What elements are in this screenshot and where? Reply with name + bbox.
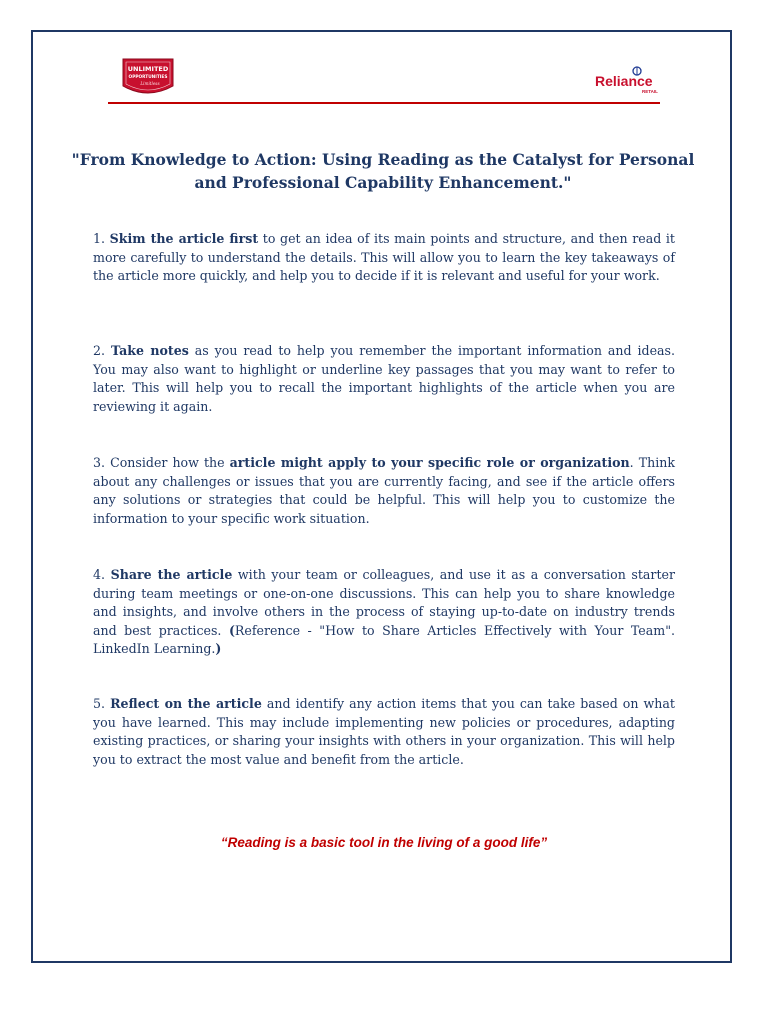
section-text: to get an idea of its main points and structure, and then read it more carefully to understand the details. This will allow you to learn the key takeaways of the article more quickly, and help you to decide if it is relevant and useful for your work. bbox=[93, 231, 675, 284]
reference-text: Reference - "How to Share Articles Effectively with Your Team". LinkedIn Learning. bbox=[93, 622, 675, 657]
section-heading: Reflect on the article bbox=[110, 696, 262, 711]
section-number: 3. bbox=[93, 455, 106, 470]
reference-open-paren: ( bbox=[228, 622, 235, 638]
section-1 bbox=[93, 230, 675, 286]
badge-line-2: OPPORTUNITIES bbox=[128, 75, 168, 80]
section-number: 4. bbox=[93, 567, 106, 582]
reliance-logo-icon bbox=[594, 66, 660, 96]
badge-line-1: UNLIMITED bbox=[127, 65, 169, 73]
section-text: and identify any action items that you can take based on what you have learned. This may include implementing new policies or procedures, adapting existing practices, or sharing your insights with others in your organization. This will help you to extract the most value and benefit from the article. bbox=[93, 696, 675, 767]
page-title: "From Knowledge to Action: Using Reading as the Catalyst for Personal and Professional Capability Enhancement." bbox=[71, 150, 695, 192]
section-3 bbox=[93, 454, 675, 528]
section-heading: article might apply to your specific role or organization bbox=[229, 455, 630, 470]
section-2 bbox=[93, 342, 675, 416]
closing-quote: “Reading is a basic tool in the living of a good life” bbox=[220, 835, 548, 850]
section-heading: Share the article bbox=[110, 567, 233, 582]
reliance-wordmark: Reliance bbox=[595, 73, 653, 89]
section-text: with your team or colleagues, and use it as a conversation starter during team meetings or one-on-one discussions. This can help you to share knowledge and insights, and involve others in the process of staying up-to-date on industry trends and best practices. bbox=[93, 567, 675, 638]
section-text: . Think about any challenges or issues that you are currently facing, and see if the article offers any solutions or strategies that could be helpful. This will help you to customize the information to your specific work situation. bbox=[93, 455, 675, 526]
badge-line-3: Limitless bbox=[140, 81, 160, 86]
section-number: 5. bbox=[93, 696, 106, 711]
retail-wordmark: RETAIL bbox=[642, 89, 658, 94]
unlimited-opportunities-badge-icon bbox=[120, 56, 176, 98]
section-number: 1. bbox=[93, 231, 106, 246]
section-number: 2. bbox=[93, 343, 106, 358]
section-text: as you read to help you remember the important information and ideas. You may also want to highlight or underline key passages that you may want to refer to later. This will help you to recall the important highlights of the article when you are reviewing it again. bbox=[93, 343, 676, 414]
reference-close-paren: ) bbox=[215, 641, 222, 657]
section-4 bbox=[93, 566, 675, 659]
section-5 bbox=[93, 695, 675, 769]
section-heading: Take notes bbox=[110, 343, 189, 358]
section-lead-text: Consider how the bbox=[110, 455, 230, 470]
header bbox=[108, 50, 660, 104]
section-heading: Skim the article first bbox=[109, 231, 259, 246]
